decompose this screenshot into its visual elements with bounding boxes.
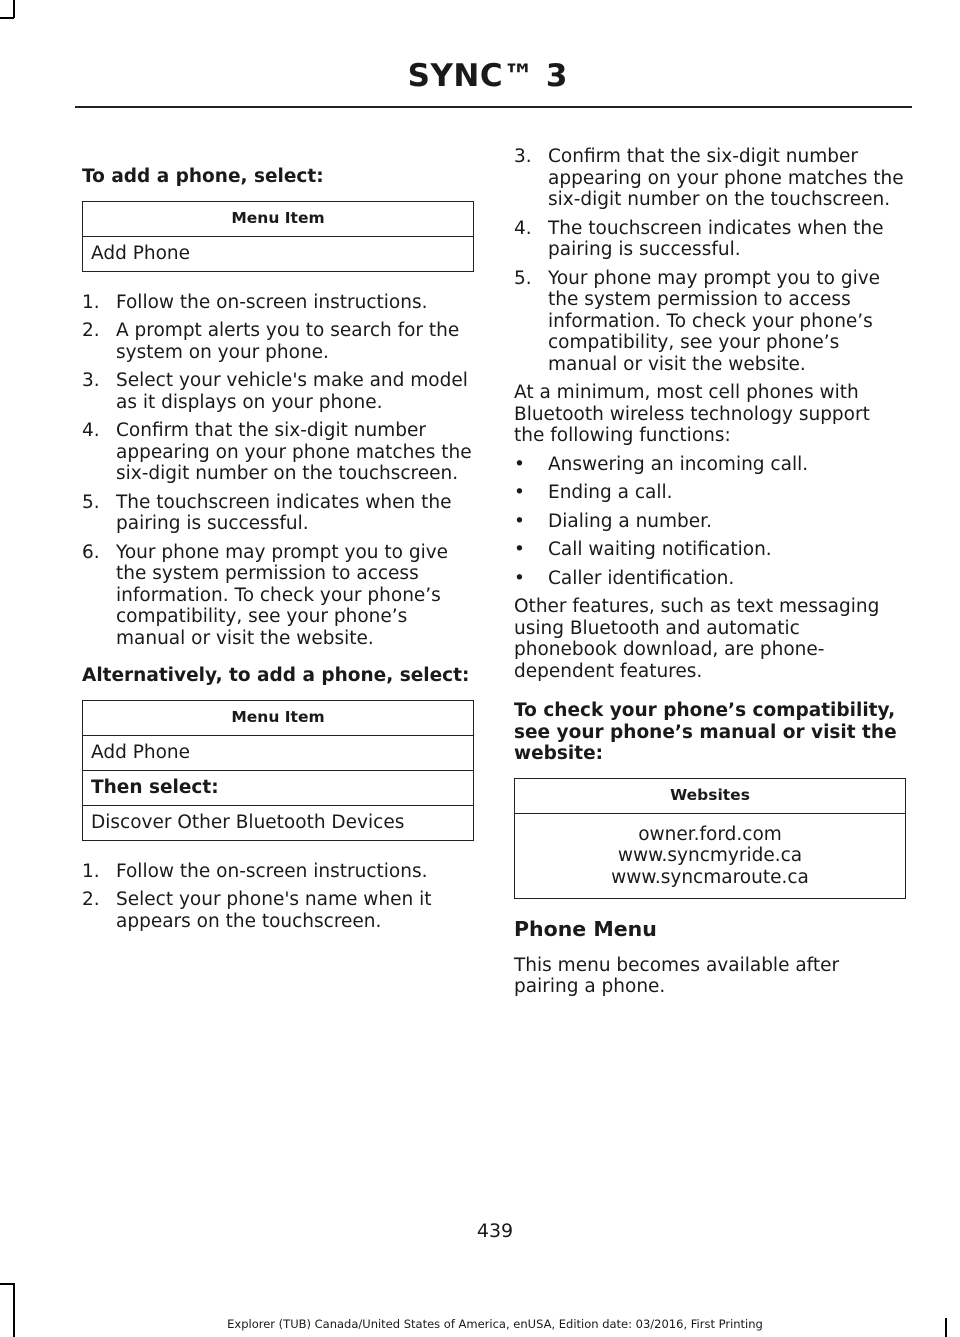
websites-table — [514, 778, 906, 900]
list-item: 3. Confirm that the six-digit number appearing on your phone matches the six-digit number on the touchscreen. — [514, 146, 904, 210]
list-item: • Answering an incoming call. — [514, 453, 809, 475]
list-item: 3. Select your vehicle's make and model as it displays on your phone. — [82, 370, 468, 413]
crop-mark — [0, 1283, 14, 1285]
website-link: owner.ford.com — [638, 823, 782, 845]
table-cell: Add Phone — [83, 735, 474, 770]
steps-list-3 — [514, 146, 906, 375]
left-column — [82, 146, 474, 939]
crop-mark — [0, 17, 14, 19]
website-link: www.syncmyride.ca — [617, 845, 803, 866]
list-item: • Ending a call. — [514, 482, 673, 503]
table-header: Websites — [515, 778, 906, 813]
list-item: 1. Follow the on-screen instructions. — [82, 860, 428, 882]
list-item: • Caller identification. — [514, 567, 735, 589]
list-item: • Call waiting notification. — [514, 539, 772, 560]
table-cell: Then select: — [83, 770, 474, 805]
table-header: Menu Item — [83, 201, 474, 236]
header-rule — [75, 106, 912, 108]
list-item: 2. Select your phone's name when it appears on the touchscreen. — [82, 889, 432, 932]
list-item: • Dialing a number. — [514, 510, 712, 532]
steps-list-1 — [82, 292, 474, 650]
list-item: 2. A prompt alerts you to search for the system on your phone. — [82, 320, 460, 363]
table-header: Menu Item — [83, 700, 474, 735]
page-number: 439 — [476, 1220, 514, 1242]
list-item: 5. Your phone may prompt you to give the system permission to access information. To check your phone’s compatibility, see your phone’s manual or visit the website. — [514, 267, 881, 375]
list-item: 4. The touchscreen indicates when the pairing is successful. — [514, 217, 884, 260]
steps-list-2 — [82, 861, 474, 933]
menu-table-1 — [82, 201, 474, 272]
menu-table-2 — [82, 700, 474, 841]
table-cell: Discover Other Bluetooth Devices — [83, 805, 474, 840]
list-item: 4. Confirm that the six-digit number appearing on your phone matches the six-digit number on the touchscreen. — [82, 420, 472, 484]
websites-cell — [515, 813, 906, 899]
phone-menu-paragraph: This menu becomes available after pairing a phone. — [514, 954, 840, 997]
list-item: 5. The touchscreen indicates when the pairing is successful. — [82, 491, 452, 534]
table-cell: Add Phone — [83, 236, 474, 271]
intro-heading: To add a phone, select: — [82, 166, 324, 187]
chapter-title: SYNC™ 3 — [407, 58, 568, 94]
right-column — [514, 146, 906, 998]
functions-list — [514, 454, 906, 590]
list-item: 1. Follow the on-screen instructions. — [82, 291, 428, 313]
minimum-paragraph: At a minimum, most cell phones with Bluetooth wireless technology support the following functions: — [514, 382, 870, 446]
other-features-paragraph: Other features, such as text messaging using Bluetooth and automatic phonebook download, are phone-dependent features. — [514, 596, 880, 682]
website-link: www.syncmaroute.ca — [611, 866, 809, 888]
footer-text: Explorer (TUB) Canada/United States of America, enUSA, Edition date: 03/2016, First Printing — [227, 1317, 763, 1331]
section-heading: Phone Menu — [514, 917, 657, 941]
crop-mark — [13, 0, 15, 18]
alt-heading: Alternatively, to add a phone, select: — [82, 665, 470, 686]
list-item: 6. Your phone may prompt you to give the system permission to access information. To check your phone’s compatibility, see your phone’s manual or visit the website. — [82, 541, 449, 649]
check-heading: To check your phone’s compatibility, see your phone’s manual or visit the website: — [514, 700, 897, 764]
